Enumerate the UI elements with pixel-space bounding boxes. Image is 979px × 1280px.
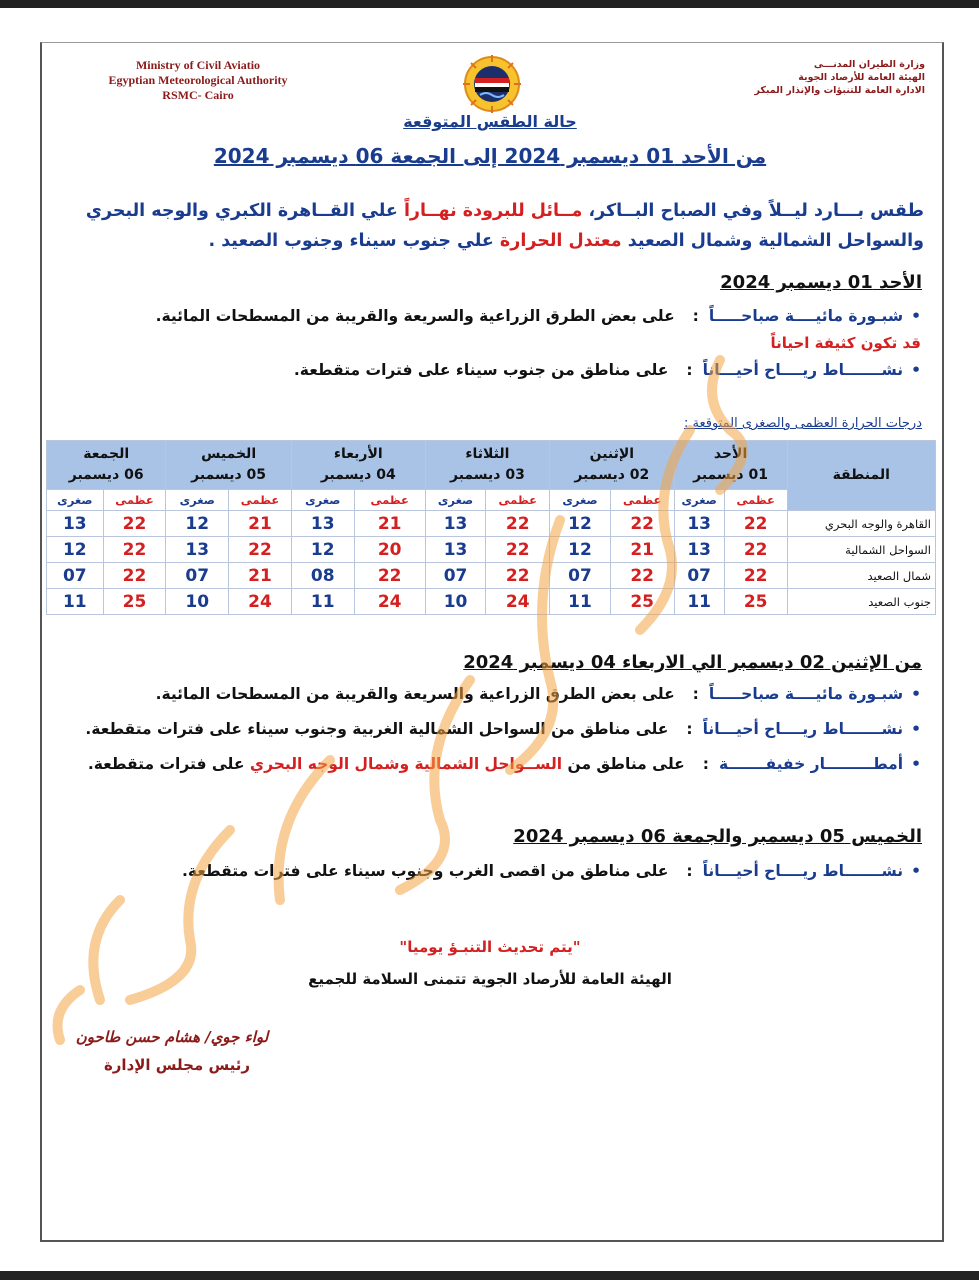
temp-min-cell: 11 — [550, 589, 611, 615]
intro-part4: علي القــاهرة الكبري والوجه البحري والسواحل الشمالية وشمال الصعيد — [85, 201, 924, 251]
item-desc: على بعض الطرق الزراعية والسريعة والقريبة من المسطحات المائية. — [155, 685, 675, 703]
ema-logo-icon — [462, 54, 522, 114]
temp-min-cell: 11 — [291, 589, 354, 615]
temp-min-cell: 12 — [550, 537, 611, 563]
bullet-icon: • — [911, 361, 921, 379]
section3-title: الخميس 05 ديسمبر والجمعة 06 ديسمبر 2024 — [513, 826, 922, 847]
temp-max-cell: 22 — [724, 537, 787, 563]
forecast-period: من الأحد 01 ديسمبر 2024 إلى الجمعة 06 ديسمبر 2024 — [213, 144, 767, 168]
temp-min-cell: 13 — [166, 537, 229, 563]
bottom-edge — [0, 1271, 979, 1280]
day-header: الجمعة 06 ديسمبر — [47, 441, 166, 490]
section3-item1: •نشـــــــاط ريــــاح أحيـــاناً:على مناطق من اقصى الغرب وجنوب سيناء على فترات متقطعة. — [181, 862, 921, 880]
temp-max-cell: 22 — [486, 563, 550, 589]
bullet-icon: • — [911, 720, 921, 738]
item-label: نشـــــــاط ريــــاح أحيـــاناً — [702, 720, 904, 738]
header-en-line2: Egyptian Meteorological Authority — [108, 73, 288, 87]
section2-item2: •نشـــــــاط ريــــاح أحيـــاناً:على مناطق من السواحل الشمالية الغربية وجنوب سيناء على فترات متقطعة. — [85, 720, 921, 738]
temperature-table — [46, 440, 936, 615]
temp-max-cell: 22 — [610, 511, 674, 537]
temp-max-cell: 21 — [354, 511, 425, 537]
temp-max-cell: 22 — [229, 537, 292, 563]
temp-max-cell: 24 — [229, 589, 292, 615]
intro-part5: معتدل الحرارة — [499, 231, 622, 251]
temp-max-cell: 21 — [229, 511, 292, 537]
temp-max-cell: 22 — [103, 563, 166, 589]
region-cell: شمال الصعيد — [787, 563, 935, 589]
bullet-icon: • — [911, 862, 921, 880]
table-row — [47, 563, 936, 589]
temp-min-cell: 07 — [674, 563, 724, 589]
temp-min-cell: 12 — [166, 511, 229, 537]
temp-max-cell: 22 — [103, 537, 166, 563]
item-desc: على مناطق من جنوب سيناء على فترات متقطعة. — [293, 361, 669, 379]
table-row — [47, 589, 936, 615]
day-header: الأربعاء 04 ديسمبر — [291, 441, 425, 490]
temp-min-cell: 07 — [425, 563, 486, 589]
item-desc: على بعض الطرق الزراعية والسريعة والقريبة من المسطحات المائية. — [155, 307, 675, 325]
header-en-line3: RSMC- Cairo — [162, 88, 234, 102]
table-row — [47, 537, 936, 563]
max-label: عظمى — [610, 490, 674, 511]
temp-max-cell: 22 — [486, 511, 550, 537]
page-title: حالة الطقس المتوقعة — [403, 112, 577, 131]
page-frame-bottom — [40, 1240, 944, 1242]
max-label: عظمى — [354, 490, 425, 511]
day-header: الخميس 05 ديسمبر — [166, 441, 291, 490]
item-label: نشـــــــاط ريــــاح أحيـــاناً — [702, 361, 904, 379]
region-cell: القاهرة والوجه البحري — [787, 511, 935, 537]
table-header-row — [47, 441, 936, 490]
section1-item1: •شبـورة مائيــــة صباحـــــاً:على بعض الطرق الزراعية والسريعة والقريبة من المسطحات المائية. — [155, 307, 921, 325]
safety-note: الهيئة العامة للأرصاد الجوية تتمنى السلامة للجميع — [308, 970, 672, 988]
temp-min-cell: 10 — [425, 589, 486, 615]
temp-min-cell: 13 — [674, 511, 724, 537]
header-english — [88, 58, 308, 103]
temp-min-cell: 12 — [47, 537, 104, 563]
section2-item3: •أمطـــــــــار خفيفـــــــة:على مناطق من الســواحل الشمالية وشمال الوجه البحري على فترات متقطعة. — [87, 755, 921, 773]
signature-title: رئيس مجلس الإدارة — [103, 1056, 251, 1074]
region-cell: جنوب الصعيد — [787, 589, 935, 615]
temp-max-cell: 22 — [724, 511, 787, 537]
bullet-icon: • — [911, 755, 921, 773]
bullet-icon: • — [911, 685, 921, 703]
item-desc: على مناطق من السواحل الشمالية الغربية وجنوب سيناء على فترات متقطعة. — [85, 720, 669, 738]
temp-min-cell: 13 — [674, 537, 724, 563]
header-arabic — [685, 58, 925, 97]
item-desc-end: على فترات متقطعة. — [87, 755, 250, 773]
temp-max-cell: 24 — [354, 589, 425, 615]
temp-min-cell: 12 — [550, 511, 611, 537]
temp-max-cell: 22 — [486, 537, 550, 563]
temp-max-cell: 20 — [354, 537, 425, 563]
temp-min-cell: 13 — [425, 537, 486, 563]
item-desc: على مناطق من اقصى الغرب وجنوب سيناء على فترات متقطعة. — [181, 862, 669, 880]
temp-min-cell: 07 — [550, 563, 611, 589]
min-label: صغرى — [47, 490, 104, 511]
signature-name: لواء جوي/ هشام حسن طاحون — [75, 1028, 269, 1046]
header-ar-line2: الهيئة العامة للأرصاد الجوية — [798, 72, 925, 83]
day-header: الإثنين 02 ديسمبر — [550, 441, 674, 490]
item-label: أمطـــــــــار خفيفـــــــة — [718, 755, 904, 773]
temp-max-cell: 25 — [610, 589, 674, 615]
temp-min-cell: 13 — [291, 511, 354, 537]
top-edge — [0, 0, 979, 8]
min-label: صغرى — [291, 490, 354, 511]
intro-part1: طقس بـــارد — [813, 201, 924, 221]
temp-max-cell: 25 — [724, 589, 787, 615]
update-note: "يتم تحديث التنبـؤ يوميا" — [399, 938, 581, 956]
day-header: الأحد 01 ديسمبر — [674, 441, 787, 490]
min-label: صغرى — [166, 490, 229, 511]
bullet-icon: • — [911, 307, 921, 325]
section1-title: الأحد 01 ديسمبر 2024 — [720, 272, 922, 293]
section2-item1: •شبـورة مائيــــة صباحـــــاً:على بعض الطرق الزراعية والسريعة والقريبة من المسطحات المائية. — [155, 685, 921, 703]
header-en-line1: Ministry of Civil Aviatio — [135, 58, 261, 72]
item-label: شبـورة مائيــــة صباحـــــاً — [708, 685, 904, 703]
temp-max-cell: 24 — [486, 589, 550, 615]
temps-caption: درجات الحرارة العظمى والصغرى المتوقعة : — [684, 416, 922, 431]
max-label: عظمى — [229, 490, 292, 511]
item-label: شبـورة مائيــــة صباحـــــاً — [708, 307, 904, 325]
item-label: نشـــــــاط ريــــاح أحيـــاناً — [702, 862, 904, 880]
max-label: عظمى — [724, 490, 787, 511]
temp-max-cell: 21 — [229, 563, 292, 589]
min-label: صغرى — [550, 490, 611, 511]
temp-max-cell: 22 — [724, 563, 787, 589]
temp-min-cell: 10 — [166, 589, 229, 615]
temp-min-cell: 12 — [291, 537, 354, 563]
temp-min-cell: 13 — [425, 511, 486, 537]
item-desc: على مناطق من — [562, 755, 685, 773]
intro-part2: ليــلاً وفي الصباح البــاكر، — [582, 201, 814, 221]
table-row — [47, 511, 936, 537]
temp-max-cell: 22 — [103, 511, 166, 537]
min-label: صغرى — [425, 490, 486, 511]
max-label: عظمى — [103, 490, 166, 511]
temp-max-cell: 22 — [610, 563, 674, 589]
section2-title: من الإثنين 02 ديسمبر الي الاربعاء 04 ديسمبر 2024 — [463, 652, 922, 673]
temp-min-cell: 07 — [166, 563, 229, 589]
section1-item2: •نشـــــــاط ريــــاح أحيـــاناً:على مناطق من جنوب سيناء على فترات متقطعة. — [293, 361, 921, 379]
temp-min-cell: 08 — [291, 563, 354, 589]
temp-min-cell: 07 — [47, 563, 104, 589]
section1-note: قد تكون كثيفة احياناً — [770, 334, 921, 352]
min-label: صغرى — [674, 490, 724, 511]
max-label: عظمى — [486, 490, 550, 511]
intro-part6: علي جنوب سيناء وجنوب الصعيد . — [208, 231, 500, 251]
item-desc-highlight: الســواحل الشمالية وشمال الوجه البحري — [249, 755, 563, 773]
temp-max-cell: 21 — [610, 537, 674, 563]
temp-min-cell: 11 — [674, 589, 724, 615]
header-ar-line1: وزارة الطيران المدنـــى — [813, 59, 925, 70]
intro-paragraph — [52, 196, 924, 256]
intro-part3: مــائل للبرودة نهــاراً — [403, 201, 583, 221]
temp-max-cell: 22 — [354, 563, 425, 589]
temp-min-cell: 11 — [47, 589, 104, 615]
header-ar-line3: الادارة العامة للتنبؤات والإنذار المبكر — [754, 85, 925, 96]
temp-min-cell: 13 — [47, 511, 104, 537]
region-cell: السواحل الشمالية — [787, 537, 935, 563]
day-header: الثلاثاء 03 ديسمبر — [425, 441, 549, 490]
temp-max-cell: 25 — [103, 589, 166, 615]
region-header: المنطقة — [787, 441, 935, 511]
